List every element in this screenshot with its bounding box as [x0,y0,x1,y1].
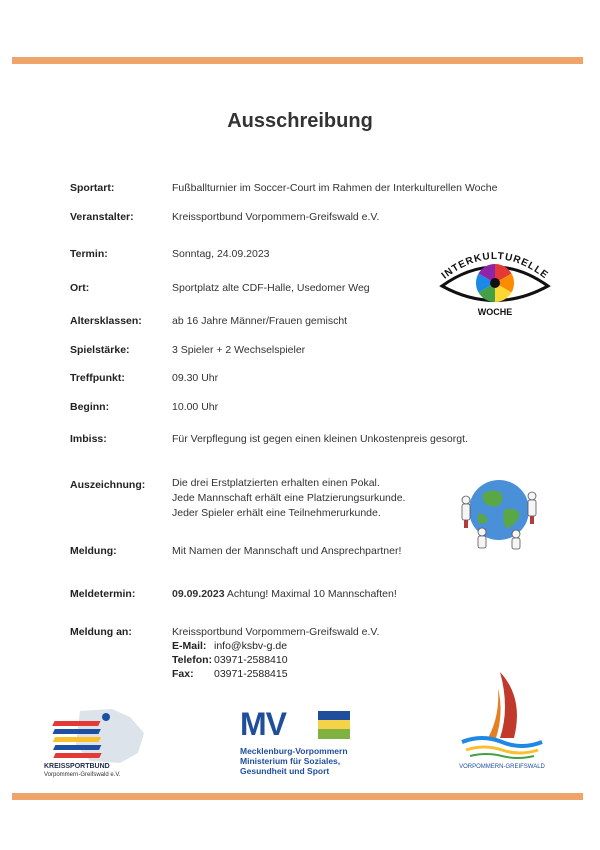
kreissportbund-logo [40,705,150,780]
mv-line1: Mecklenburg-Vorpommern [240,746,348,756]
field-label: Spielstärke: [70,344,130,356]
mv-line3: Gesundheit und Sport [240,766,330,776]
field-value: 10.00 Uhr [172,401,219,413]
logo-text-top: INTERKULTURELLE [439,250,551,282]
eye-icon [430,243,560,323]
mv-letters: MV [240,706,286,742]
field-label: Veranstalter: [70,211,134,223]
mv-flag-icon [318,711,350,739]
vg-text: VORPOMMERN-GREIFSWALD [459,764,545,770]
field-label: Auszeichnung: [70,479,146,491]
contact-email-row [172,640,287,652]
field-value: ab 16 Jahre Männer/Frauen gemischt [172,315,348,327]
ksb-emblem-icon [40,705,150,767]
vorpommern-greifswald-logo [452,668,552,778]
field-value: Fußballturnier im Soccer-Court im Rahmen der Interkulturellen Woche [172,182,498,194]
field-value: Kreissportbund Vorpommern-Greifswald e.V. [172,211,380,223]
award-line: Jede Mannschaft erhält eine Platzierungsurkunde. [172,492,406,504]
field-label: Meldung an: [70,626,132,638]
mv-line2: Ministerium für Soziales, [240,756,341,766]
field-label: Meldetermin: [70,588,136,600]
phone-key: Telefon: [172,654,213,666]
field-label: Ort: [70,282,90,294]
field-label: Treffpunkt: [70,372,125,384]
ksb-sub: Vorpommern-Greifswald e.V. [44,772,121,778]
fax-key: Fax: [172,668,194,680]
field-label: Imbiss: [70,433,107,445]
interkulturelle-woche-logo [430,243,560,323]
fax-value: 03971-2588415 [214,668,288,680]
field-label: Termin: [70,248,108,260]
email-value[interactable]: info@ksbv-g.de [214,640,288,652]
contact-phone-row [172,654,288,666]
field-value [172,588,397,600]
field-value: 3 Spieler + 2 Wechselspieler [172,344,306,356]
bottom-accent-bar [12,793,583,800]
mv-ministry-logo [240,708,370,778]
field-label: Meldung: [70,545,117,557]
contact-fax-row [172,668,288,680]
email-key: E-Mail: [172,640,207,652]
field-value: Mit Namen der Mannschaft und Ansprechpartner! [172,545,402,557]
award-line: Jeder Spieler erhält eine Teilnehmerurkunde. [172,507,381,519]
deadline-date: 09.09.2023 [172,588,225,600]
field-label: Altersklassen: [70,315,142,327]
top-accent-bar [12,57,583,64]
field-value: Sonntag, 24.09.2023 [172,248,270,260]
page-title: Ausschreibung [227,110,373,132]
field-value: Für Verpflegung ist gegen einen kleinen Unkostenpreis gesorgt. [172,433,468,445]
deadline-note: Achtung! Maximal 10 Mannschaften! [224,588,397,600]
field-value: Sportplatz alte CDF-Halle, Usedomer Weg [172,282,370,294]
field-label: Beginn: [70,401,110,413]
globe-icon [452,470,547,550]
logo-text-bottom: WOCHE [477,307,513,317]
field-value: 09.30 Uhr [172,372,219,384]
ksb-name: KREISSPORTBUND [44,763,110,770]
field-label: Sportart: [70,182,115,194]
phone-value: 03971-2588410 [214,654,288,666]
sail-boat-icon [452,668,552,760]
contact-org: Kreissportbund Vorpommern-Greifswald e.V. [172,626,380,638]
globe-people-illustration [452,470,547,550]
award-line: Die drei Erstplatzierten erhalten einen Pokal. [172,477,380,489]
